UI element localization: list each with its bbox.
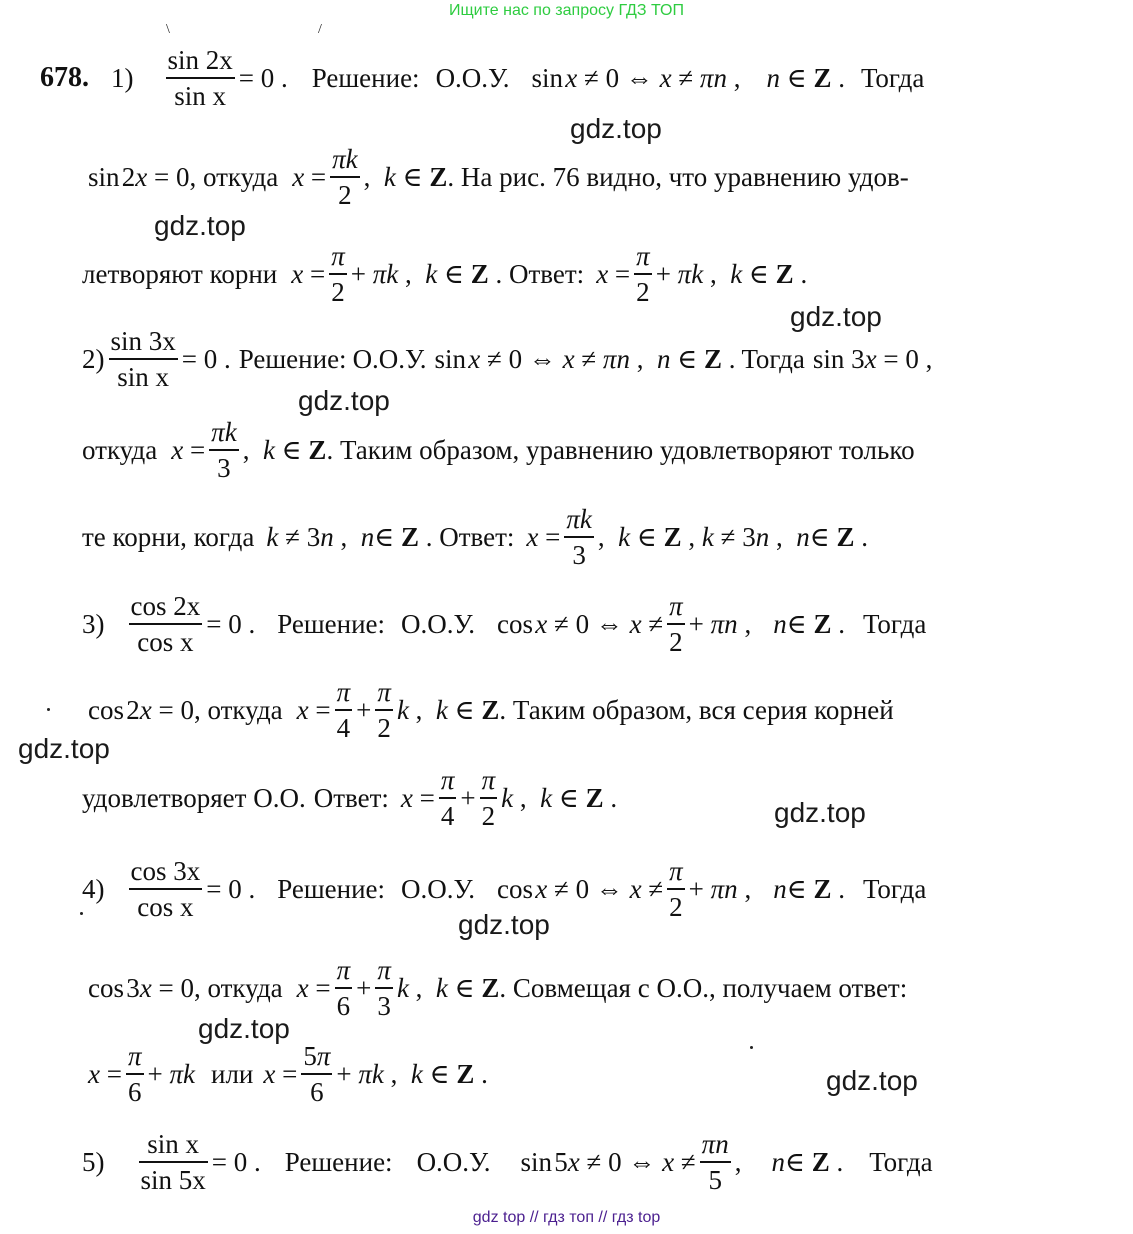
search-hint-banner: Ищите нас по запросу ГДЗ ТОП: [449, 2, 684, 19]
watermark: gdz.top: [790, 301, 882, 332]
problem-678-part-1-line-1: 678. 1) $\frac{\sin 2x}{\text{sin x}}$ = 0 . Решение: О.О.У. sin x ≠ 0 ⇔ x ≠ πn , n ∈ Z . Тогда: [40, 45, 925, 112]
watermark: gdz.top: [18, 733, 110, 764]
watermark: gdz.top: [826, 1065, 918, 1096]
part-label: 4): [82, 873, 105, 904]
part-label: 3): [82, 608, 105, 639]
equation-fraction: $\frac{\cos 2x}{\text{cos x}}$: [130, 591, 201, 658]
stray-mark: /: [318, 22, 322, 37]
watermark: gdz.top: [154, 210, 246, 241]
problem-678-part-1-line-2: sin 2x = 0 , откуда x = $\frac{\pi k}{2}$ , k ∈ Z . На рис. 76 видно, что уравнению удов-: [88, 144, 909, 211]
problem-number: 678.: [40, 62, 89, 94]
problem-678-part-4-line-1: 4) $\frac{\cos 3x}{\text{cos x}}$ = 0 . Решение: О.О.У. cos x ≠ 0 ⇔ x ≠ $\frac{\pi}{2}$ + πn , n∈ Z . Тогда: [82, 856, 927, 923]
problem-678-part-3-line-1: 3) $\frac{\cos 2x}{\text{cos x}}$ = 0 . Решение: О.О.У. cos x ≠ 0 ⇔ x ≠ $\frac{\pi}{2}$ + πn , n∈ Z . Тогда: [82, 591, 927, 658]
problem-678-part-5-line-1: 5) $\frac{\text{sin x}}{\sin 5x}$ = 0 . Решение: О.О.У. sin 5x ≠ 0 ⇔ x ≠ $\frac{\pi n}{5}$ , n∈ Z . Тогда: [82, 1129, 933, 1196]
equation-fraction: $\frac{\sin 2x}{\text{sin x}}$: [167, 45, 233, 112]
watermark: gdz.top: [570, 113, 662, 144]
problem-678-part-2-line-1: 2) $\frac{\sin 3x}{\text{sin x}}$ = 0 . Решение: О.О.У. sin x ≠ 0 ⇔ x ≠ πn , n ∈ Z . Тогда sin 3x = 0 ,: [82, 326, 933, 393]
stray-dot: [47, 708, 50, 711]
equation-fraction: $\frac{\text{sin x}}{\sin 5x}$: [140, 1129, 206, 1196]
problem-678-part-1-line-3: летворяют корни x = $\frac{\pi}{2}$ + πk , k ∈ Z . Ответ: x = $\frac{\pi}{2}$ + πk , k ∈ Z .: [82, 241, 808, 308]
stray-mark: \: [166, 22, 170, 37]
problem-678-part-2-line-3: те корни, когда k ≠ 3n , n∈ Z . Ответ: x = $\frac{\pi k}{3}$ , k ∈ Z , k ≠ 3n , n∈ Z .: [82, 504, 868, 571]
part-label: 5): [82, 1146, 105, 1177]
part-label: 1): [111, 62, 134, 93]
problem-678-part-3-line-2: cos 2x = 0 , откуда x = $\frac{\pi}{4}$ + $\frac{\pi}{2}$ k , k ∈ Z . Таким образом, вся серия корней: [88, 677, 894, 744]
watermark: gdz.top: [458, 909, 550, 940]
problem-678-part-2-line-2: откуда x = $\frac{\pi k}{3}$ , k ∈ Z . Таким образом, уравнению удовлетворяют только: [82, 417, 915, 484]
equation-fraction: $\frac{\cos 3x}{\text{cos x}}$: [130, 856, 201, 923]
problem-678-part-3-line-3: удовлетворяет О.О. Ответ: x = $\frac{\pi}{4}$ + $\frac{\pi}{2}$ k , k ∈ Z .: [82, 765, 618, 832]
watermark: gdz.top: [198, 1013, 290, 1044]
problem-678-part-4-line-2: cos 3x = 0 , откуда x = $\frac{\pi}{6}$ + $\frac{\pi}{3}$ k , k ∈ Z . Совмещая с О.О., получаем ответ:: [88, 955, 908, 1022]
watermark: gdz.top: [298, 385, 390, 416]
watermark: gdz.top: [774, 797, 866, 828]
equation-fraction: $\frac{\sin 3x}{\text{sin x}}$: [110, 326, 176, 393]
part-label: 2): [82, 343, 105, 374]
stray-dot: [750, 1046, 753, 1049]
footer-watermark-link[interactable]: gdz top // гдз топ // гдз top: [472, 1209, 661, 1226]
problem-678-part-4-line-3: x = $\frac{\pi}{6}$ + πk или x = $\frac{5\pi}{6}$ + πk , k ∈ Z .: [88, 1041, 488, 1108]
